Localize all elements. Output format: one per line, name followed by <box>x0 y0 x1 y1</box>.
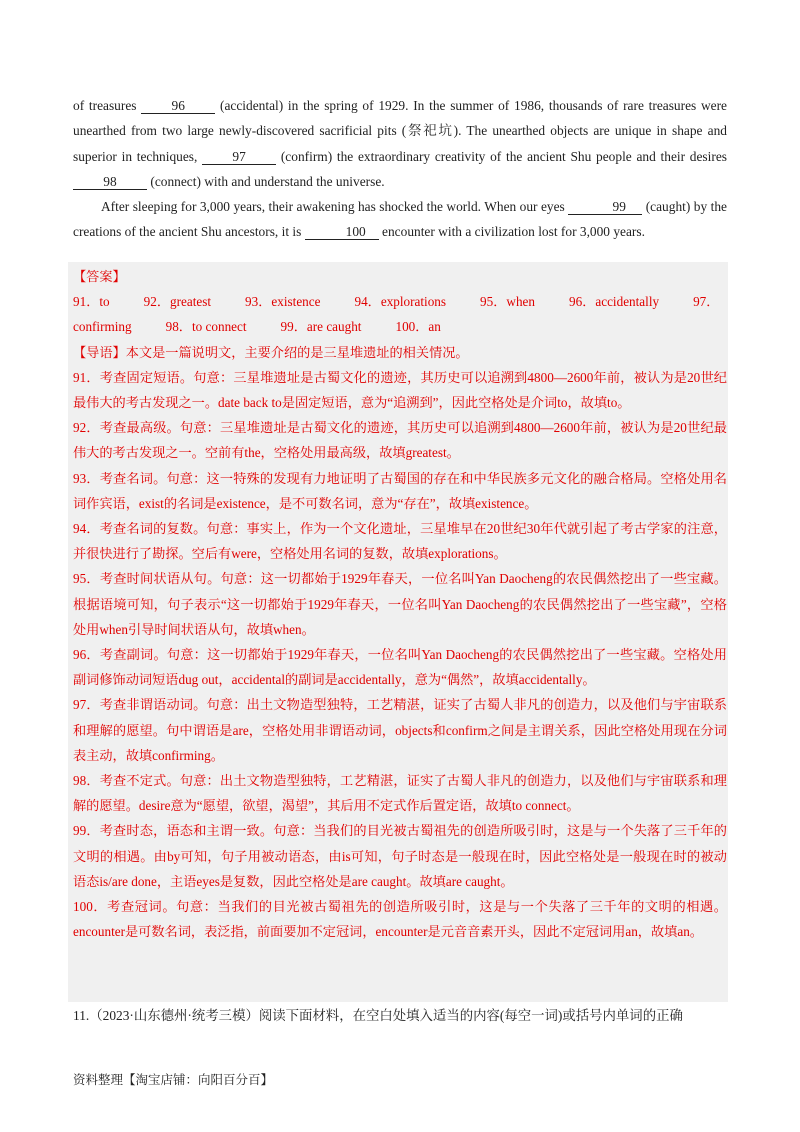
explanation-93: 93．考查名词。句意：这一特殊的发现有力地证明了古蜀国的存在和中华民族多元文化的融合格局。空格处用名词作宾语，exist的名词是existence，是不可数名词，意为“存在”，故填existence。 <box>73 470 727 511</box>
passage-paragraph-2 <box>73 194 727 245</box>
answer-header: 【答案】 <box>73 269 126 284</box>
explanation-99: 99．考查时态，语态和主谓一致。句意：当我们的目光被古蜀祖先的创造所吸引时，这是与一个失落了三千年的文明的相遇。由by可知，句子用被动语态，由is可知，句子时态是一般现在时，因此空格处是一般现在时的被动语态is/are done，主语eyes是复数，因此空格处是are caught。故填are caught。 <box>73 823 727 889</box>
answer-item: 91．to <box>73 294 110 310</box>
answer-item: 99．are caught <box>280 319 362 335</box>
blank-99[interactable]: 99 <box>568 200 642 215</box>
answer-item: 96．accidentally <box>569 294 660 310</box>
passage-text: (accidental) in the spring of 1929. In the summer of 1986, thousands of rare treasures were unearthed from two large newly-discovered sacrificial pits (祭祀坑). The unearthed objects are unique in shape and superior in techniques, <box>73 98 727 164</box>
passage-text: After sleeping for 3,000 years, their awakening has shocked the world. When our eyes <box>101 199 565 215</box>
explanation-96: 96．考查副词。句意：这一切都始于1929年春天，一位名叫Yan Daocheng的农民偶然挖出了一些宝藏。空格处用副词修饰动词短语dug out，accidental的副词是accidentally，意为“偶然”，故填accidentally。 <box>73 647 727 688</box>
answer-item: 92．greatest <box>143 294 212 310</box>
explanation-97: 97．考查非谓语动词。句意：出土文物造型独特，工艺精湛，证实了古蜀人非凡的创造力，以及他们与宇宙联系和理解的愿望。句中谓语是are，空格处用非谓语动词，objects和confirm之间是主谓关系，因此空格处用现在分词表主动，故填confirming。 <box>73 697 727 763</box>
blank-98[interactable]: 98 <box>73 175 147 190</box>
answer-item: 94．explorations <box>354 294 447 310</box>
blank-100[interactable]: 100 <box>305 225 379 240</box>
answer-item: 95．when <box>480 294 535 310</box>
answer-section <box>73 264 727 944</box>
passage-paragraph-1 <box>73 93 727 194</box>
passage-text: (connect) with and understand the universe. <box>150 173 385 189</box>
passage-text: (confirm) the extraordinary creativity of the ancient Shu people and their desires <box>280 148 727 164</box>
answer-list-line-1 <box>73 289 727 314</box>
blank-96[interactable]: 96 <box>141 99 215 114</box>
passage-text: of treasures <box>73 98 137 113</box>
answer-item: 100．an <box>395 319 441 335</box>
answer-item: 93．existence <box>245 294 321 310</box>
passage-text: encounter with a civilization lost for 3,000 years. <box>382 224 645 240</box>
passage-text: (caught) by the creations of the ancient Shu ancestors, it is <box>73 199 727 240</box>
explanation-95: 95．考查时间状语从句。句意：这一切都始于1929年春天，一位名叫Yan Daocheng的农民偶然挖出了一些宝藏。根据语境可知，句子表示“这一切都始于1929年春天，一位名叫Yan Daocheng的农民偶然挖出了一些宝藏”，空格处用when引导时间状语从句，故填when。 <box>73 571 727 637</box>
answer-list-line-2 <box>73 314 727 339</box>
answer-item: confirming <box>73 319 132 335</box>
answer-item: 97． <box>693 294 720 310</box>
explanation-94: 94．考查名词的复数。句意：事实上，作为一个文化遗址，三星堆早在20世纪30年代就引起了考古学家的注意，并很快进行了勘探。空后有were，空格处用名词的复数，故填explorations。 <box>73 521 727 562</box>
explanation-91: 91．考查固定短语。句意：三星堆遗址是古蜀文化的遗迹，其历史可以追溯到4800—2600年前，被认为是20世纪最伟大的考古发现之一。date back to是固定短语，意为“追溯到”，因此空格处是介词to，故填to。 <box>73 369 727 411</box>
answer-guide: 【导语】本文是一篇说明文，主要介绍的是三星堆遗址的相关情况。 <box>73 344 469 360</box>
blank-97[interactable]: 97 <box>202 150 276 165</box>
explanation-98: 98．考查不定式。句意：出土文物造型独特，工艺精湛，证实了古蜀人非凡的创造力，以及他们与宇宙联系和理解的愿望。desire意为“愿望，欲望，渴望”，其后用不定式作后置定语，故填to connect。 <box>73 773 727 814</box>
explanation-92: 92．考查最高级。句意：三星堆遗址是古蜀文化的遗迹，其历史可以追溯到4800—2600年前，被认为是20世纪最伟大的考古发现之一。空前有the，空格处用最高级，故填greatest。 <box>73 420 727 461</box>
answer-item: 98．to connect <box>165 319 247 335</box>
page-footer: 资料整理【淘宝店铺：向阳百分百】 <box>73 1073 274 1087</box>
passage <box>73 93 727 245</box>
next-question-heading: 11.（2023·山东德州·统考三模）阅读下面材料，在空白处填入适当的内容(每空一词)或括号内单词的正确 <box>73 1008 683 1023</box>
explanation-100: 100．考查冠词。句意：当我们的目光被古蜀祖先的创造所吸引时，这是与一个失落了三千年的文明的相遇。encounter是可数名词，表泛指，前面要加不定冠词，encounter是元音音素开头，因此不定冠词用an，故填an。 <box>73 899 727 940</box>
